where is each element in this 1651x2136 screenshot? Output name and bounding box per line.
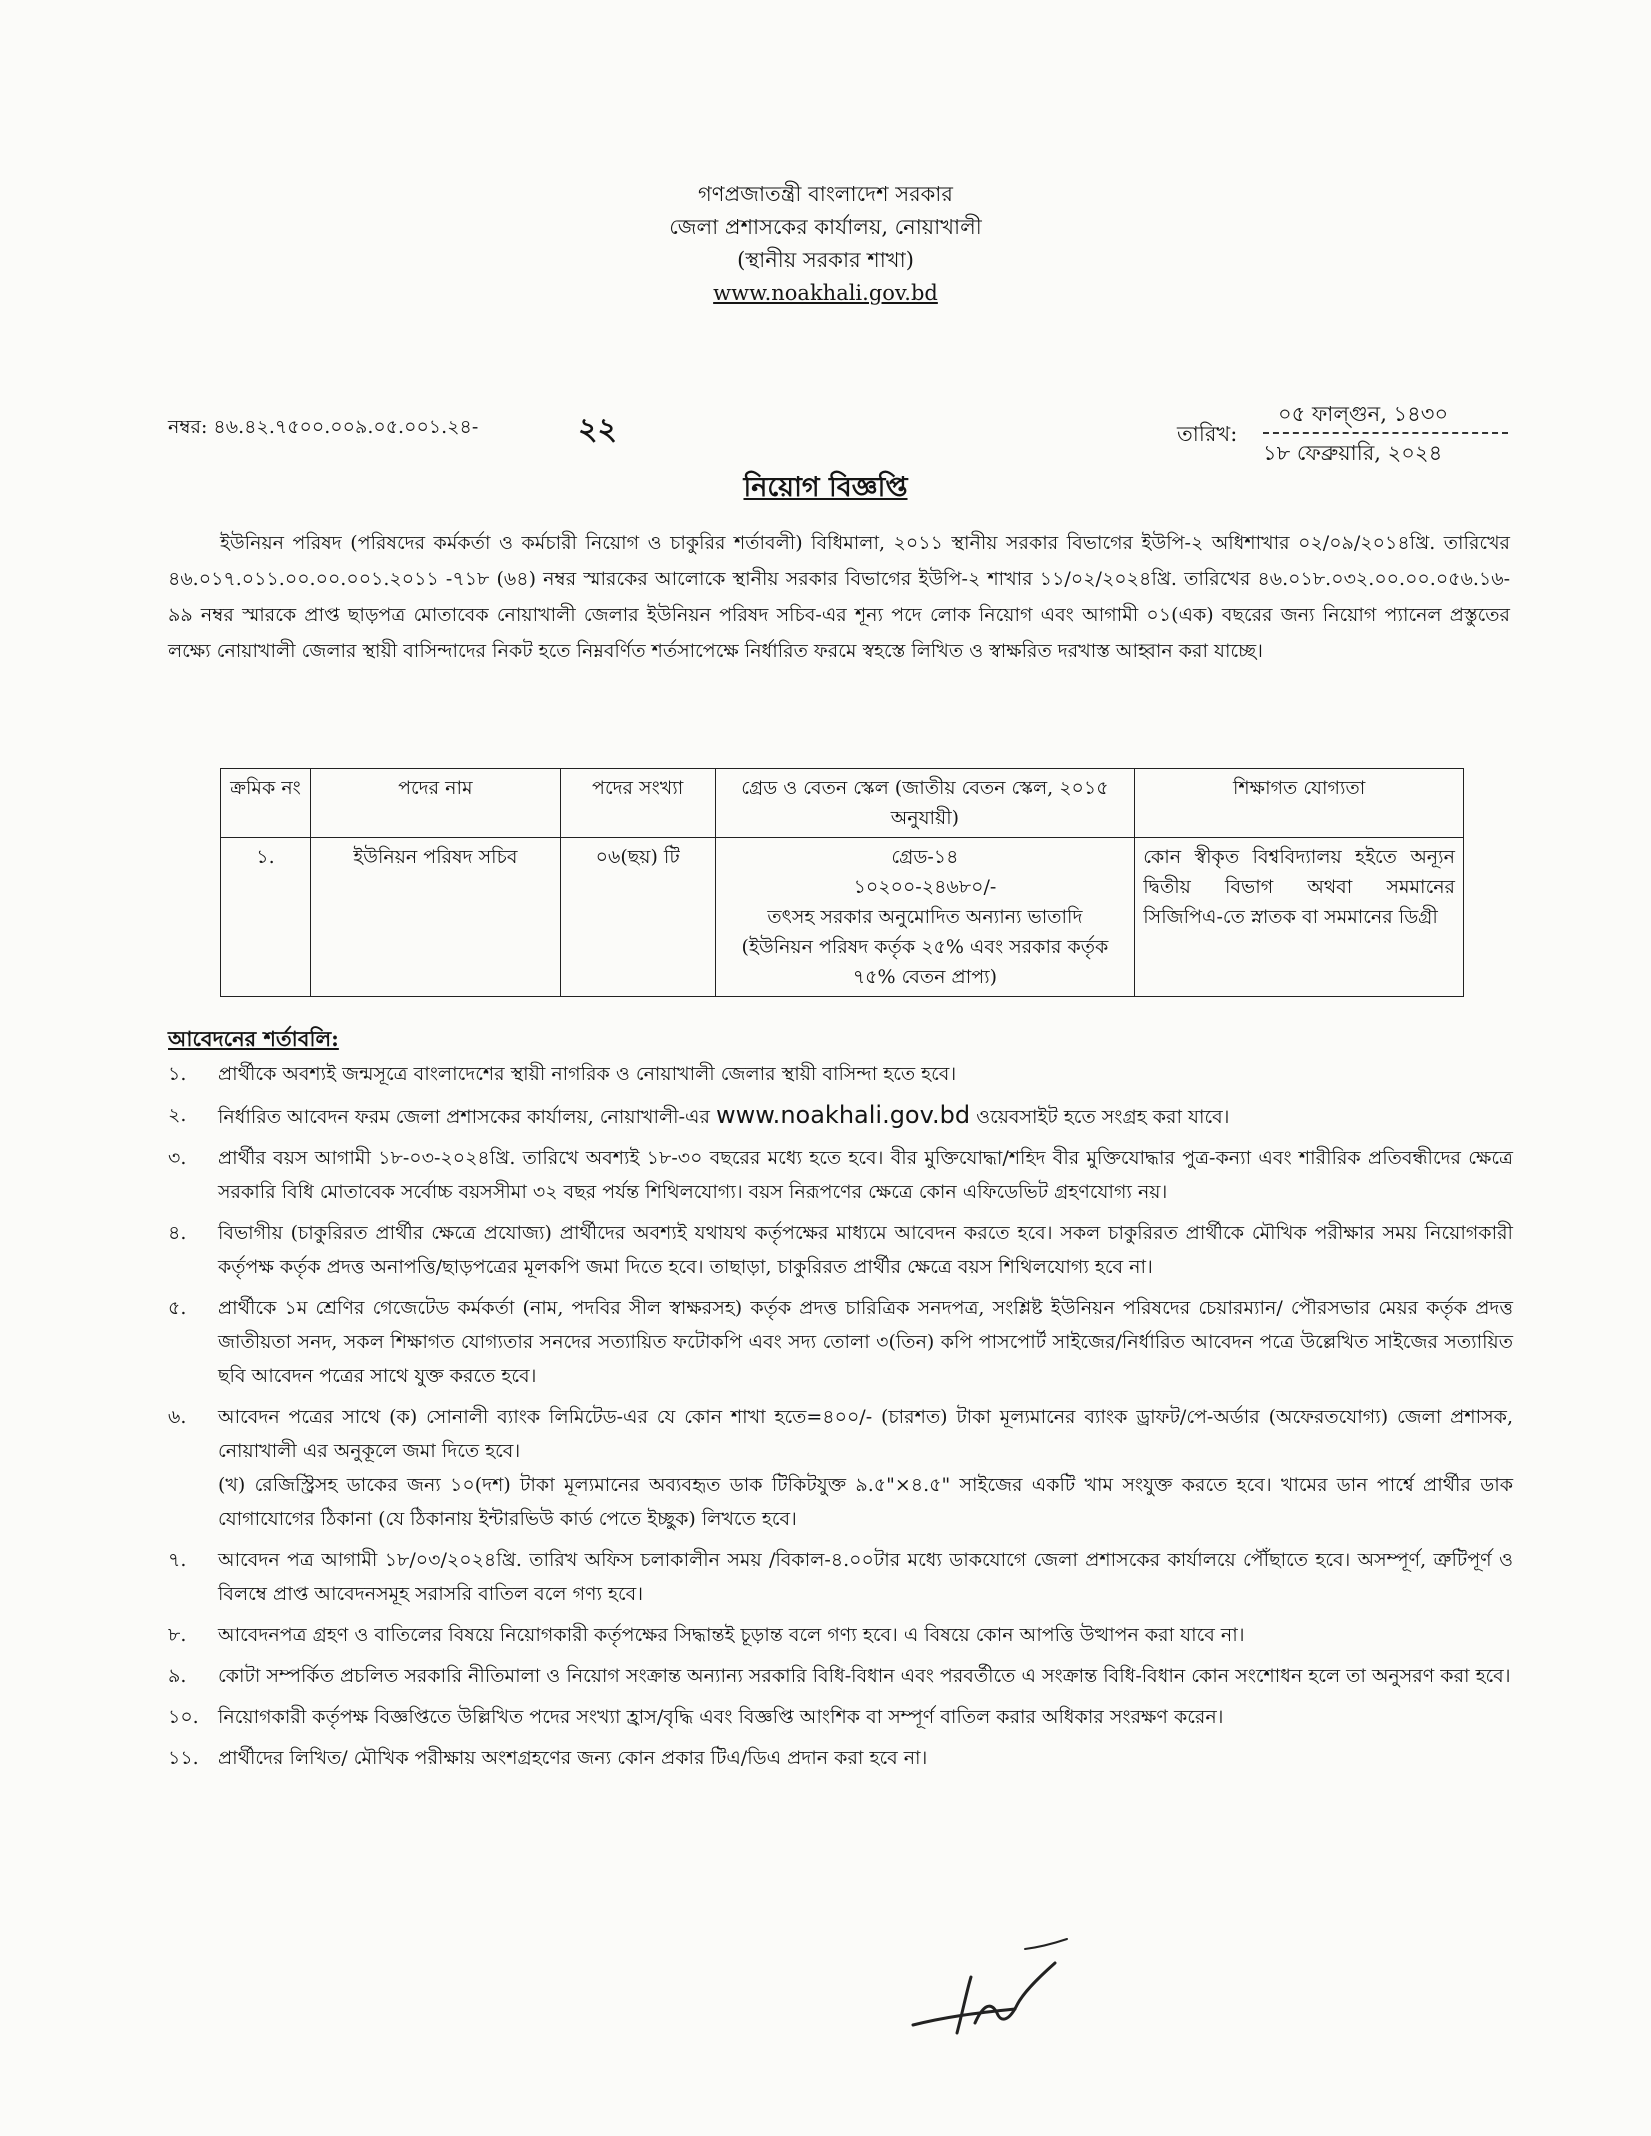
list-item bbox=[168, 1057, 1513, 1091]
govt-name: গণপ্রজাতন্ত্রী বাংলাদেশ সরকার bbox=[698, 182, 953, 206]
intro-paragraph: ইউনিয়ন পরিষদ (পরিষদের কর্মকর্তা ও কর্মচারী নিয়োগ ও চাকুরির শর্তাবলী) বিধিমালা, ২০১১ স্থানীয় সরকার বিভাগের ইউপি-২ অধিশাখার ০২/০৯/২০১৪খ্রি. তারিখের ৪৬.০১৭.০১১.০০.০০.০০১.২০১১ -৭১৮ (৬৪) নম্বর স্মারকের আলোকে স্থানীয় সরকার বিভাগের ইউপি-২ শাখার ১১/০২/২০২৪খ্রি. তারিখের ৪৬.০১৮.০৩২.০০.০০.০৫৬.১৬- ৯৯ নম্বর স্মারকে প্রাপ্ত ছাড়পত্র মোতাবেক নোয়াখালী জেলার ইউনিয়ন পরিষদ সচিব-এর শূন্য পদে লোক নিয়োগ এবং আগামী ০১(এক) বছরের জন্য নিয়োগ প্যানেল প্রস্তুতের লক্ষ্যে নোয়াখালী জেলার স্থায়ী বাসিন্দাদের নিকট হতে নিম্নবর্ণিত শর্তসাপেক্ষে নির্ধারিত ফরমে স্বহস্তে লিখিত ও স্বাক্ষরিত দরখাস্ত আহ্বান করা যাচ্ছে। bbox=[168, 532, 1510, 662]
website-link[interactable]: www.noakhali.gov.bd bbox=[713, 281, 938, 305]
allowance-text: তৎসহ সরকার অনুমোদিত অন্যান্য ভাতাদি bbox=[767, 906, 1083, 928]
item-text: আবেদনপত্র গ্রহণ ও বাতিলের বিষয়ে নিয়োগকারী কর্তৃপক্ষের সিদ্ধান্তই চূড়ান্ত বলে গণ্য হবে। এ বিষয়ে কোন আপত্তি উত্থাপন করা যাবে না। bbox=[218, 1624, 1245, 1646]
branch-name: (স্থানীয় সরকার শাখা) bbox=[737, 248, 914, 272]
date-label: তারিখ: bbox=[1177, 422, 1238, 446]
list-item bbox=[168, 1700, 1513, 1734]
cell-qualification: কোন স্বীকৃত বিশ্ববিদ্যালয় হইতে অন্যূন দ্বিতীয় বিভাগ অথবা সমমানের সিজিপিএ-তে স্নাতক বা সমমানের ডিগ্রী bbox=[1135, 838, 1464, 997]
item-text: কোটা সম্পর্কিত প্রচলিত সরকারি নীতিমালা ও নিয়োগ সংক্রান্ত অন্যান্য সরকারি বিধি-বিধান এবং পরবর্তীতে এ সংক্রান্ত বিধি-বিধান কোন সংশোধন হলে তা অনুসরণ করা হবে। bbox=[218, 1665, 1511, 1687]
posts-table bbox=[220, 768, 1464, 997]
item-number: ১১. bbox=[168, 1747, 199, 1769]
notice-title-text: নিয়োগ বিজ্ঞপ্তি bbox=[743, 472, 908, 503]
item-number: ৩. bbox=[168, 1147, 187, 1169]
list-item bbox=[168, 1659, 1513, 1693]
list-item bbox=[168, 1291, 1513, 1393]
item-number: ২. bbox=[168, 1104, 187, 1126]
item-text: আবেদন পত্রের সাথে (ক) সোনালী ব্যাংক লিমিটেড-এর যে কোন শাখা হতে=৪০০/- (চারশত) টাকা মূল্যমানের ব্যাংক ড্রাফট/পে-অর্ডার (অফেরতযোগ্য) জেলা প্রশাসক, নোয়াখালী এর অনুকূলে জমা দিতে হবে। bbox=[218, 1406, 1513, 1462]
list-item bbox=[168, 1141, 1513, 1209]
conditions-list bbox=[168, 1057, 1513, 1782]
header-post: পদের নাম bbox=[310, 769, 560, 838]
table-header-row bbox=[221, 769, 1464, 838]
cell-post: ইউনিয়ন পরিষদ সচিব bbox=[310, 838, 560, 997]
item-text: প্রার্থীদের লিখিত/ মৌখিক পরীক্ষায় অংশগ্রহণের জন্য কোন প্রকার টিএ/ডিএ প্রদান করা হবে না। bbox=[218, 1747, 928, 1769]
list-item bbox=[168, 1400, 1513, 1536]
memo-handwritten-number: ২২ bbox=[578, 412, 618, 447]
item-text: নিয়োগকারী কর্তৃপক্ষ বিজ্ঞপ্তিতে উল্লিখিত পদের সংখ্যা হ্রাস/বৃদ্ধি এবং বিজ্ঞপ্তি আংশিক বা সম্পূর্ণ বাতিল করার অধিকার সংরক্ষণ করেন। bbox=[218, 1706, 1224, 1728]
item-number: ৯. bbox=[168, 1665, 187, 1687]
list-item bbox=[168, 1741, 1513, 1775]
date-divider bbox=[1263, 432, 1508, 434]
item-text: প্রার্থীর বয়স আগামী ১৮-০৩-২০২৪খ্রি. তারিখে অবশ্যই ১৮-৩০ বছরের মধ্যে হতে হবে। বীর মুক্তিযোদ্ধা/শহিদ বীর মুক্তিযোদ্ধার পুত্র-কন্যা এবং শারীরিক প্রতিবন্ধীদের ক্ষেত্রে সরকারি বিধি মোতাবেক সর্বোচ্চ বয়সসীমা ৩২ বছর পর্যন্ত শিথিলযোগ্য। বয়স নিরূপণের ক্ষেত্রে কোন এফিডেভিট গ্রহণযোগ্য নয়। bbox=[218, 1147, 1513, 1203]
item-number: ৫. bbox=[168, 1297, 187, 1319]
cell-grade bbox=[715, 838, 1135, 997]
website-link-inline[interactable]: www.noakhali.gov.bd bbox=[716, 1101, 971, 1129]
cell-count: ০৬(ছয়) টি bbox=[560, 838, 715, 997]
item-text: আবেদন পত্র আগামী ১৮/০৩/২০২৪খ্রি. তারিখ অফিস চলাকালীন সময় /বিকাল-৪.০০টার মধ্যে ডাকযোগে জেলা প্রশাসকের কার্যালয়ে পৌঁছাতে হবে। অসম্পূর্ণ, ত্রুটিপূর্ণ ও বিলম্বে প্রাপ্ত আবেদনসমূহ সরাসরি বাতিল বলে গণ্য হবে। bbox=[218, 1549, 1513, 1605]
item-number: ৪. bbox=[168, 1222, 187, 1244]
item-number: ৭. bbox=[168, 1549, 187, 1571]
item-number: ৮. bbox=[168, 1624, 187, 1646]
header-count: পদের সংখ্যা bbox=[560, 769, 715, 838]
list-item bbox=[168, 1543, 1513, 1611]
item-number: ১. bbox=[168, 1063, 187, 1085]
list-item bbox=[168, 1216, 1513, 1284]
share-text: (ইউনিয়ন পরিষদ কর্তৃক ২৫% এবং সরকার কর্তৃক ৭৫% বেতন প্রাপ্য) bbox=[741, 936, 1109, 988]
item-number: ৬. bbox=[168, 1406, 187, 1428]
date-bangla: ০৫ ফাল্গুন, ১৪৩০ bbox=[1278, 402, 1449, 426]
item-number: ১০. bbox=[168, 1706, 199, 1728]
item-text: নির্ধারিত আবেদন ফরম জেলা প্রশাসকের কার্যালয়, নোয়াখালী-এর bbox=[218, 1106, 716, 1128]
header-qualification: শিক্ষাগত যোগ্যতা bbox=[1135, 769, 1464, 838]
notice-title bbox=[0, 467, 1651, 512]
letterhead bbox=[0, 178, 1651, 310]
item-text: প্রার্থীকে ১ম শ্রেণির গেজেটেড কর্মকর্তা (নাম, পদবির সীল স্বাক্ষরসহ) কর্তৃক প্রদত্ত চারিত্রিক সনদপত্র, সংশ্লিষ্ট ইউনিয়ন পরিষদের চেয়ারম্যান/ পৌরসভার মেয়র কর্তৃক প্রদত্ত জাতীয়তা সনদ, সকল শিক্ষাগত যোগ্যতার সনদের সত্যায়িত ফটোকপি এবং সদ্য তোলা ৩(তিন) কপি পাসপোর্ট সাইজের/নির্ধারিত আবেদন পত্রে উল্লেখিত সাইজের সত্যায়িত ছবি আবেদন পত্রের সাথে যুক্ত করতে হবে। bbox=[218, 1297, 1513, 1387]
date-gregorian: ১৮ ফেব্রুয়ারি, ২০২৪ bbox=[1263, 441, 1443, 465]
memo-number: নম্বর: ৪৬.৪২.৭৫০০.০০৯.০৫.০০১.২৪- bbox=[168, 416, 479, 438]
item-text-tail: ওয়েবসাইট হতে সংগ্রহ করা যাবে। bbox=[970, 1106, 1230, 1128]
item-text: বিভাগীয় (চাকুরিরত প্রার্থীর ক্ষেত্রে প্রযোজ্য) প্রার্থীদের অবশ্যই যথাযথ কর্তৃপক্ষের মাধ্যমে আবেদন করতে হবে। সকল চাকুরিরত প্রার্থীকে মৌখিক পরীক্ষার সময় নিয়োগকারী কর্তৃপক্ষ কর্তৃক প্রদত্ত অনাপত্তি/ছাড়পত্রের মূলকপি জমা দিতে হবে। তাছাড়া, চাকুরিরত প্রার্থীর ক্ষেত্রে বয়স শিথিলযোগ্য হবে না। bbox=[218, 1222, 1513, 1278]
conditions-heading: আবেদনের শর্তাবলি: bbox=[168, 1026, 339, 1051]
list-item bbox=[168, 1618, 1513, 1652]
item-subtext: (খ) রেজিস্ট্রিসহ ডাকের জন্য ১০(দশ) টাকা মূল্যমানের অব্যবহৃত ডাক টিকিটযুক্ত ৯.৫"×৪.৫" সাইজের একটি খাম সংযুক্ত করতে হবে। খামের ডান পার্শ্বে প্রার্থীর ডাক যোগাযোগের ঠিকানা (যে ঠিকানায় ইন্টারভিউ কার্ড পেতে ইচ্ছুক) লিখতে হবে। bbox=[218, 1474, 1513, 1530]
table-row bbox=[221, 838, 1464, 997]
scale-text: ১০২০০-২৪৬৮০/- bbox=[853, 876, 997, 898]
header-grade: গ্রেড ও বেতন স্কেল (জাতীয় বেতন স্কেল, ২০১৫ অনুযায়ী) bbox=[715, 769, 1135, 838]
header-serial: ক্রমিক নং bbox=[221, 769, 311, 838]
grade-text: গ্রেড-১৪ bbox=[891, 846, 959, 868]
item-text: প্রার্থীকে অবশ্যই জন্মসূত্রে বাংলাদেশের স্থায়ী নাগরিক ও নোয়াখালী জেলার স্থায়ী বাসিন্দা হতে হবে। bbox=[218, 1063, 957, 1085]
signature-icon bbox=[905, 1935, 1075, 2045]
cell-serial: ১. bbox=[221, 838, 311, 997]
list-item bbox=[168, 1098, 1513, 1134]
office-name: জেলা প্রশাসকের কার্যালয়, নোয়াখালী bbox=[669, 215, 982, 239]
